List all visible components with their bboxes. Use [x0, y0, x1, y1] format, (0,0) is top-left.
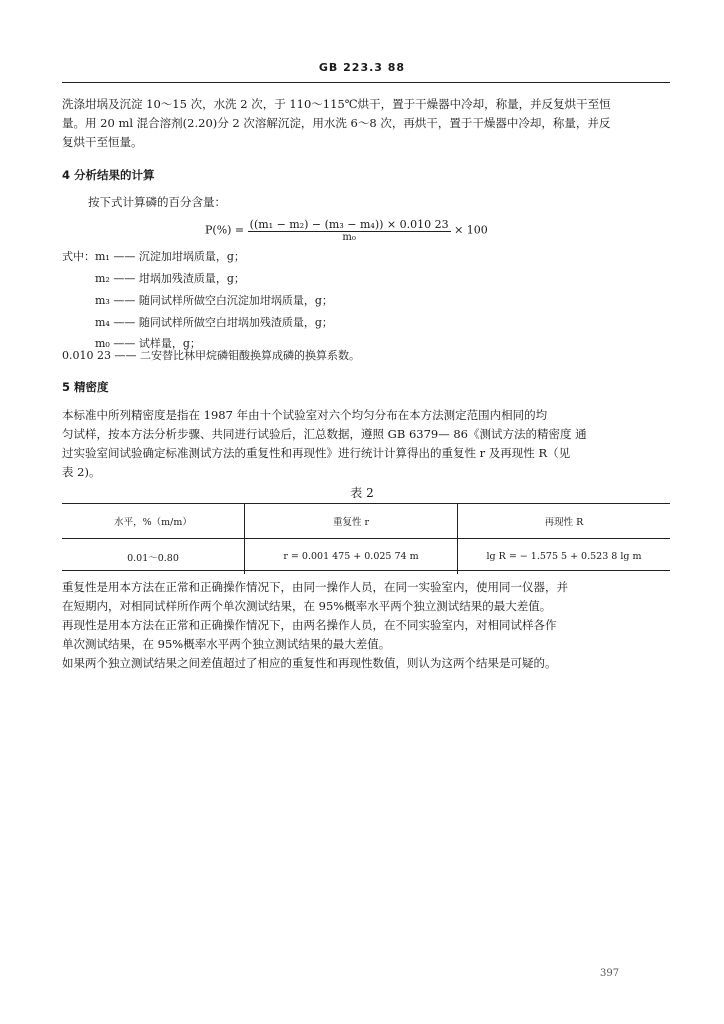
- formula-fraction: [248, 218, 451, 243]
- table-header-row: [62, 503, 670, 539]
- section-heading-4: 4 分析结果的计算: [62, 168, 155, 182]
- variable-def-m1: 式中：m₁ —— 沉淀加坩埚质量，g；: [62, 250, 245, 263]
- variable-def-m0: m₀ —— 试样量，g；: [95, 337, 201, 350]
- formula: [205, 218, 488, 243]
- text-line: 再现性是用本方法在正常和正确操作情况下，由两名操作人员，在不同实验室内，对相同试样各作: [62, 618, 557, 632]
- table-cell: r = 0.001 475 + 0.025 74 m: [245, 539, 458, 575]
- text-line: 如果两个独立测试结果之间差值超过了相应的重复性和再现性数值，则认为这两个结果是可疑的。: [62, 656, 557, 670]
- text-line: 复烘干至恒量。: [62, 135, 143, 149]
- formula-multiplier: × 100: [454, 223, 488, 237]
- variable-def-m3: m₃ —— 随同试样所做空白沉淀加坩埚质量，g；: [95, 294, 333, 307]
- page-number: 397: [600, 968, 620, 979]
- paragraph-repeatability: [62, 578, 672, 673]
- variable-def-m4: m₄ —— 随同试样所做空白坩埚加残渣质量，g；: [95, 316, 333, 329]
- table-cell: 0.01～0.80: [127, 552, 179, 564]
- table-header-cell: 再现性 R: [458, 503, 671, 539]
- variable-def-factor: 0.010 23 —— 二安替比林甲烷磷钼酸换算成磷的换算系数。: [62, 349, 360, 362]
- table-header-cell: 重复性 r: [245, 503, 458, 539]
- text-line: 洗涤坩埚及沉淀 10～15 次，水洗 2 次，于 110～115℃烘干，置于干燥器中冷却，称量，并反复烘干至恒: [62, 97, 611, 111]
- text-line: 量。用 20 ml 混合溶剂(2.20)分 2 次溶解沉淀，用水洗 6～8 次，再烘干，置于干燥器中冷却，称量，并反: [62, 116, 611, 130]
- text-line: 匀试样，按本方法分析步骤、共同进行试验后，汇总数据，遵照 GB 6379— 86《测试方法的精密度 通: [62, 427, 587, 441]
- precision-table: [62, 503, 670, 574]
- formula-numerator: ((m₁ − m₂) − (m₃ − m₄)) × 0.010 23: [249, 218, 449, 231]
- header-rule: [62, 82, 670, 83]
- text-line: 本标准中所列精密度是指在 1987 年由十个试验室对六个均匀分布在本方法测定范围内相同的均: [62, 408, 548, 422]
- formula-intro: 按下式计算磷的百分含量：: [88, 195, 226, 209]
- text-line: 表 2)。: [62, 465, 101, 479]
- table-row: [62, 539, 670, 575]
- paragraph-washing: [62, 95, 672, 152]
- table-bottom-rule: [62, 570, 670, 571]
- text-line: 单次测试结果，在 95%概率水平两个独立测试结果的最大差值。: [62, 637, 391, 651]
- formula-denominator: m₀: [342, 232, 356, 243]
- variable-def-m2: m₂ —— 坩埚加残渣质量，g；: [95, 272, 245, 285]
- table-header-cell: 水平，%（m/m）: [62, 503, 245, 539]
- text-line: 过实验室间试验确定标准测试方法的重复性和再现性》进行统计计算得出的重复性 r 及再现性 R（见: [62, 446, 571, 460]
- page-header: GB 223.3 88: [318, 61, 406, 74]
- paragraph-precision: [62, 406, 672, 482]
- table-cell: lg R = − 1.575 5 + 0.523 8 lg m: [458, 539, 671, 575]
- text-line: 在短期内，对相同试样所作两个单次测试结果，在 95%概率水平两个独立测试结果的最大差值。: [62, 599, 552, 613]
- text-line: 重复性是用本方法在正常和正确操作情况下，由同一操作人员，在同一实验室内，使用同一仪器，并: [62, 580, 568, 594]
- formula-lhs: P(%) =: [205, 223, 245, 237]
- table-caption: 表 2: [350, 486, 374, 500]
- section-heading-5: 5 精密度: [62, 380, 109, 394]
